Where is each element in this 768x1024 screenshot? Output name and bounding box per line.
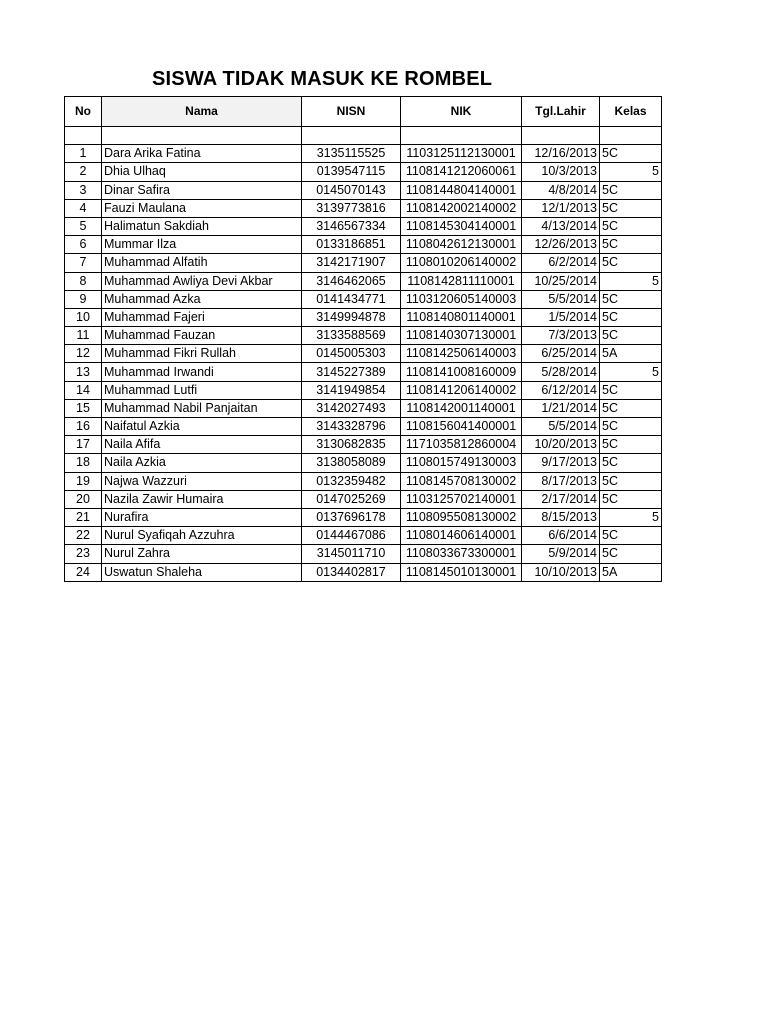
table-row: [65, 236, 662, 254]
cell-kelas: 5C: [600, 145, 662, 163]
table-row: [65, 145, 662, 163]
cell-no: 14: [65, 381, 102, 399]
cell-nama: Naila Azkia: [102, 454, 302, 472]
table-row: [65, 381, 662, 399]
document-title: SISWA TIDAK MASUK KE ROMBEL: [152, 68, 493, 90]
spacer-row: [65, 127, 662, 145]
cell-tgl-lahir: 12/16/2013: [522, 145, 600, 163]
cell-nama: Muhammad Fajeri: [102, 308, 302, 326]
cell-nisn: 3135115525: [302, 145, 401, 163]
cell-tgl-lahir: 4/13/2014: [522, 217, 600, 235]
cell-nisn: 0133186851: [302, 236, 401, 254]
header-nama: Nama: [102, 97, 302, 127]
table-row: [65, 508, 662, 526]
cell-nama: Muhammad Irwandi: [102, 363, 302, 381]
cell-tgl-lahir: 6/25/2014: [522, 345, 600, 363]
header-nisn: NISN: [302, 97, 401, 127]
cell-nisn: 0132359482: [302, 472, 401, 490]
cell-nisn: 3142171907: [302, 254, 401, 272]
cell-nik: 1108141008160009: [401, 363, 522, 381]
cell-no: 5: [65, 217, 102, 235]
cell-nama: Muhammad Fauzan: [102, 327, 302, 345]
cell-nisn: 3149994878: [302, 308, 401, 326]
cell-tgl-lahir: 8/17/2013: [522, 472, 600, 490]
cell-no: 12: [65, 345, 102, 363]
cell-kelas: 5: [600, 363, 662, 381]
cell-nik: 1108095508130002: [401, 508, 522, 526]
cell-nik: 1108014606140001: [401, 527, 522, 545]
cell-kelas: 5: [600, 163, 662, 181]
cell-no: 16: [65, 418, 102, 436]
header-kelas: Kelas: [600, 97, 662, 127]
cell-nama: Najwa Wazzuri: [102, 472, 302, 490]
cell-kelas: 5C: [600, 181, 662, 199]
cell-kelas: 5C: [600, 199, 662, 217]
cell-kelas: 5C: [600, 436, 662, 454]
cell-kelas: 5C: [600, 381, 662, 399]
cell-nisn: 3130682835: [302, 436, 401, 454]
cell-tgl-lahir: 8/15/2013: [522, 508, 600, 526]
cell-nisn: 0145070143: [302, 181, 401, 199]
cell-no: 18: [65, 454, 102, 472]
cell-tgl-lahir: 10/3/2013: [522, 163, 600, 181]
table-row: [65, 199, 662, 217]
cell-no: 19: [65, 472, 102, 490]
cell-nisn: 0144467086: [302, 527, 401, 545]
cell-kelas: 5C: [600, 472, 662, 490]
cell-kelas: 5C: [600, 327, 662, 345]
table-row: [65, 472, 662, 490]
cell-nisn: 3133588569: [302, 327, 401, 345]
cell-nisn: 0139547115: [302, 163, 401, 181]
table-row: [65, 545, 662, 563]
cell-nama: Mummar Ilza: [102, 236, 302, 254]
cell-tgl-lahir: 9/17/2013: [522, 454, 600, 472]
cell-nisn: 3142027493: [302, 399, 401, 417]
table-row: [65, 345, 662, 363]
cell-nama: Nazila Zawir Humaira: [102, 490, 302, 508]
cell-kelas: 5C: [600, 254, 662, 272]
table-row: [65, 308, 662, 326]
cell-kelas: 5: [600, 272, 662, 290]
cell-tgl-lahir: 5/28/2014: [522, 363, 600, 381]
table-row: [65, 181, 662, 199]
table-row: [65, 490, 662, 508]
header-nik: NIK: [401, 97, 522, 127]
cell-nama: Muhammad Azka: [102, 290, 302, 308]
student-table: [64, 96, 662, 582]
cell-tgl-lahir: 10/10/2013: [522, 563, 600, 581]
cell-tgl-lahir: 10/25/2014: [522, 272, 600, 290]
cell-nik: 1108142001140001: [401, 399, 522, 417]
cell-nama: Muhammad Awliya Devi Akbar: [102, 272, 302, 290]
cell-nik: 1103125112130001: [401, 145, 522, 163]
cell-kelas: 5C: [600, 236, 662, 254]
table-row: [65, 418, 662, 436]
cell-tgl-lahir: 4/8/2014: [522, 181, 600, 199]
header-row: [65, 97, 662, 127]
cell-nama: Nurafira: [102, 508, 302, 526]
cell-tgl-lahir: 6/6/2014: [522, 527, 600, 545]
table-row: [65, 290, 662, 308]
cell-no: 10: [65, 308, 102, 326]
table-header: [65, 97, 662, 127]
cell-nisn: 0134402817: [302, 563, 401, 581]
table-row: [65, 163, 662, 181]
header-no: No: [65, 97, 102, 127]
cell-nik: 1108142811110001: [401, 272, 522, 290]
cell-tgl-lahir: 2/17/2014: [522, 490, 600, 508]
cell-nisn: 3145227389: [302, 363, 401, 381]
cell-kelas: 5C: [600, 545, 662, 563]
cell-no: 2: [65, 163, 102, 181]
cell-no: 20: [65, 490, 102, 508]
cell-nisn: 0141434771: [302, 290, 401, 308]
cell-tgl-lahir: 12/1/2013: [522, 199, 600, 217]
table-row: [65, 563, 662, 581]
cell-nik: 1108142506140003: [401, 345, 522, 363]
cell-nik: 1108033673300001: [401, 545, 522, 563]
cell-nik: 1108010206140002: [401, 254, 522, 272]
cell-no: 23: [65, 545, 102, 563]
cell-nik: 1108156041400001: [401, 418, 522, 436]
cell-no: 1: [65, 145, 102, 163]
cell-nama: Nurul Zahra: [102, 545, 302, 563]
cell-tgl-lahir: 1/5/2014: [522, 308, 600, 326]
cell-tgl-lahir: 12/26/2013: [522, 236, 600, 254]
cell-nik: 1108145010130001: [401, 563, 522, 581]
cell-nama: Halimatun Sakdiah: [102, 217, 302, 235]
cell-nama: Uswatun Shaleha: [102, 563, 302, 581]
cell-tgl-lahir: 1/21/2014: [522, 399, 600, 417]
cell-nik: 1108042612130001: [401, 236, 522, 254]
cell-nik: 1108140801140001: [401, 308, 522, 326]
header-tgl-lahir: Tgl.Lahir: [522, 97, 600, 127]
cell-nisn: 0145005303: [302, 345, 401, 363]
cell-no: 24: [65, 563, 102, 581]
cell-nama: Muhammad Fikri Rullah: [102, 345, 302, 363]
cell-no: 7: [65, 254, 102, 272]
cell-nisn: 0137696178: [302, 508, 401, 526]
cell-nisn: 3146567334: [302, 217, 401, 235]
cell-tgl-lahir: 5/9/2014: [522, 545, 600, 563]
cell-no: 4: [65, 199, 102, 217]
cell-nama: Naila Afifa: [102, 436, 302, 454]
cell-tgl-lahir: 6/12/2014: [522, 381, 600, 399]
cell-no: 9: [65, 290, 102, 308]
cell-nama: Dinar Safira: [102, 181, 302, 199]
cell-no: 22: [65, 527, 102, 545]
cell-no: 17: [65, 436, 102, 454]
table-row: [65, 454, 662, 472]
cell-nik: 1103125702140001: [401, 490, 522, 508]
cell-nik: 1108141212060061: [401, 163, 522, 181]
cell-nik: 1108142002140002: [401, 199, 522, 217]
cell-kelas: 5C: [600, 418, 662, 436]
cell-tgl-lahir: 7/3/2013: [522, 327, 600, 345]
table-row: [65, 217, 662, 235]
table-body: [65, 127, 662, 582]
cell-no: 6: [65, 236, 102, 254]
cell-nisn: 3139773816: [302, 199, 401, 217]
cell-no: 13: [65, 363, 102, 381]
cell-nik: 1108145304140001: [401, 217, 522, 235]
cell-nama: Nurul Syafiqah Azzuhra: [102, 527, 302, 545]
cell-nisn: 0147025269: [302, 490, 401, 508]
cell-kelas: 5: [600, 508, 662, 526]
cell-kelas: 5C: [600, 290, 662, 308]
cell-kelas: 5C: [600, 454, 662, 472]
cell-nik: 1103120605140003: [401, 290, 522, 308]
cell-nik: 1108144804140001: [401, 181, 522, 199]
table-row: [65, 327, 662, 345]
table-row: [65, 399, 662, 417]
cell-nama: Muhammad Nabil Panjaitan: [102, 399, 302, 417]
cell-nik: 1108140307130001: [401, 327, 522, 345]
cell-nama: Muhammad Lutfi: [102, 381, 302, 399]
cell-nama: Dhia Ulhaq: [102, 163, 302, 181]
cell-nama: Dara Arika Fatina: [102, 145, 302, 163]
table-row: [65, 272, 662, 290]
table-row: [65, 363, 662, 381]
table-row: [65, 527, 662, 545]
cell-nama: Fauzi Maulana: [102, 199, 302, 217]
cell-tgl-lahir: 6/2/2014: [522, 254, 600, 272]
cell-kelas: 5C: [600, 308, 662, 326]
cell-nik: 1108145708130002: [401, 472, 522, 490]
cell-kelas: 5A: [600, 563, 662, 581]
cell-no: 11: [65, 327, 102, 345]
cell-nama: Muhammad Alfatih: [102, 254, 302, 272]
table-row: [65, 254, 662, 272]
cell-kelas: 5C: [600, 527, 662, 545]
cell-nisn: 3141949854: [302, 381, 401, 399]
cell-no: 15: [65, 399, 102, 417]
cell-nik: 1108141206140002: [401, 381, 522, 399]
cell-no: 8: [65, 272, 102, 290]
cell-no: 3: [65, 181, 102, 199]
cell-kelas: 5C: [600, 399, 662, 417]
cell-nisn: 3143328796: [302, 418, 401, 436]
cell-nik: 1108015749130003: [401, 454, 522, 472]
cell-nama: Naifatul Azkia: [102, 418, 302, 436]
cell-nik: 1171035812860004: [401, 436, 522, 454]
cell-kelas: 5C: [600, 217, 662, 235]
cell-tgl-lahir: 10/20/2013: [522, 436, 600, 454]
cell-tgl-lahir: 5/5/2014: [522, 290, 600, 308]
cell-tgl-lahir: 5/5/2014: [522, 418, 600, 436]
cell-nisn: 3145011710: [302, 545, 401, 563]
cell-kelas: 5C: [600, 490, 662, 508]
cell-nisn: 3146462065: [302, 272, 401, 290]
table-row: [65, 436, 662, 454]
cell-nisn: 3138058089: [302, 454, 401, 472]
cell-no: 21: [65, 508, 102, 526]
cell-kelas: 5A: [600, 345, 662, 363]
